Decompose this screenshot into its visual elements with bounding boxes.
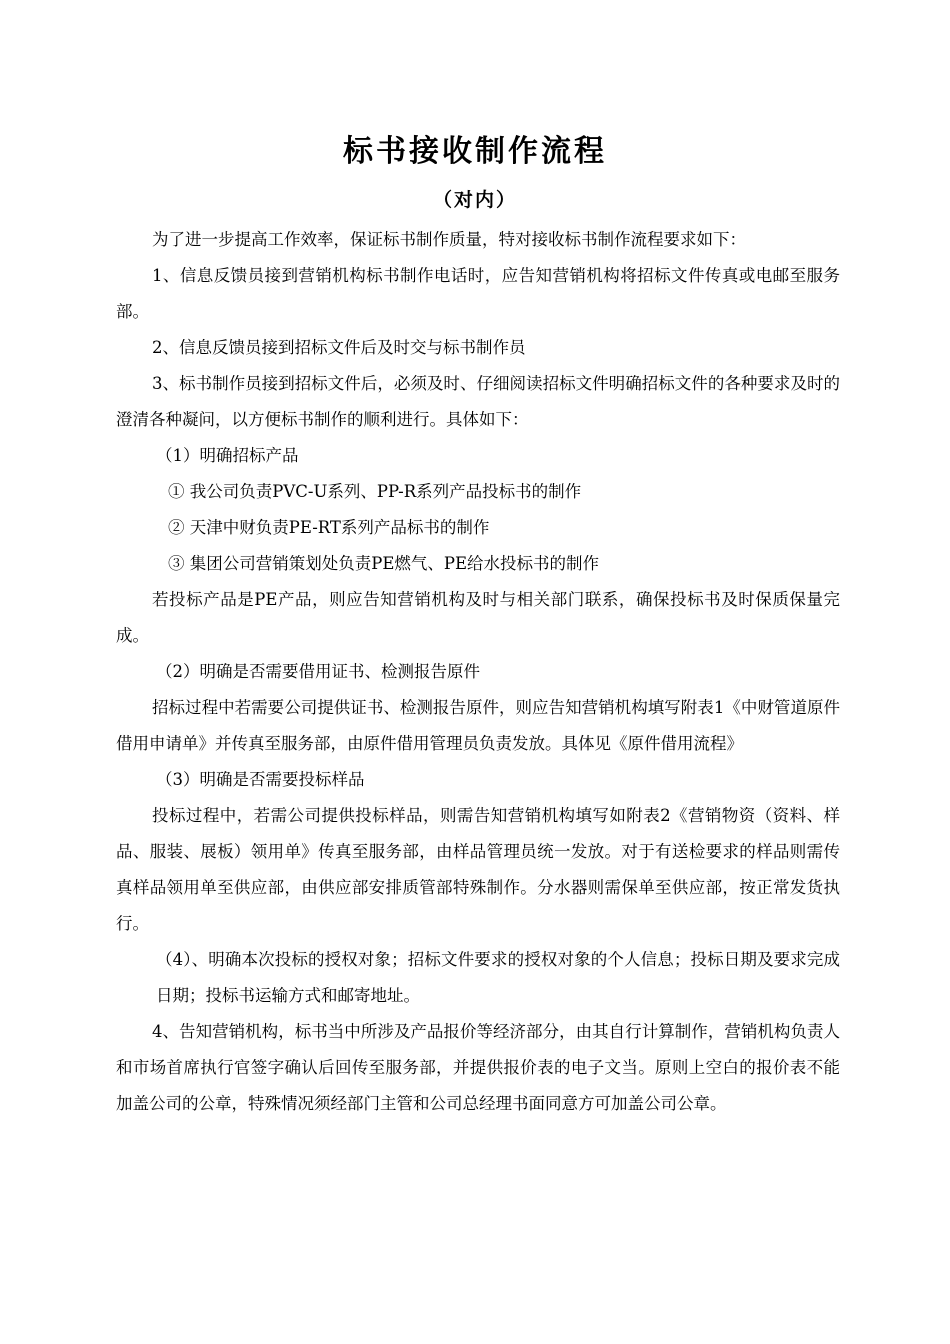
paragraph-step-1: 1、信息反馈员接到营销机构标书制作电话时，应告知营销机构将招标文件传真或电邮至服务部。 xyxy=(116,266,840,321)
paragraph-step-3: 3、标书制作员接到招标文件后，必须及时、仔细阅读招标文件明确招标文件的各种要求及时的澄清各种凝问，以方便标书制作的顺利进行。具体如下： xyxy=(116,374,840,429)
paragraph-step-2: 2、信息反馈员接到招标文件后及时交与标书制作员 xyxy=(152,338,526,357)
paragraph-samples: 投标过程中，若需公司提供投标样品，则需告知营销机构填写如附表2《营销物资（资料、样品、服装、展板）领用单》传真至服务部，由样品管理员统一发放。对于有送检要求的样品则需传真样品领用单至供应部，由供应部安排质管部特殊制作。分水器则需保单至供应部，按正常发货执行。 xyxy=(116,806,840,933)
subitem-4-paragraph: （4）、明确本次投标的授权对象；招标文件要求的授权对象的个人信息；投标日期及要求完成日期；投标书运输方式和邮寄地址。 xyxy=(156,950,840,1005)
paragraph-pe-product: 若投标产品是PE产品，则应告知营销机构及时与相关部门联系，确保投标书及时保质保量完成。 xyxy=(116,590,840,645)
subitem-3-heading: （3）明确是否需要投标样品 xyxy=(156,770,365,789)
document-subtitle: （对内） xyxy=(432,189,517,211)
paragraph-certificate-borrow: 招标过程中若需要公司提供证书、检测报告原件，则应告知营销机构填写附表1《中财管道原件借用申请单》并传真至服务部，由原件借用管理员负责发放。具体见《原件借用流程》 xyxy=(116,698,840,753)
document-title: 标书接收制作流程 xyxy=(343,134,607,169)
list-item-circled-2: ② 天津中财负责PE-RT系列产品标书的制作 xyxy=(168,518,490,537)
subitem-2-heading: （2）明确是否需要借用证书、检测报告原件 xyxy=(156,662,480,681)
document-body xyxy=(116,222,840,1122)
list-item-circled-1: ① 我公司负责PVC-U系列、PP-R系列产品投标书的制作 xyxy=(168,482,582,501)
paragraph-intro: 为了进一步提高工作效率，保证标书制作质量，特对接收标书制作流程要求如下： xyxy=(152,230,746,249)
list-item-circled-3: ③ 集团公司营销策划处负责PE燃气、PE给水投标书的制作 xyxy=(168,554,600,573)
subitem-1-heading: （1）明确招标产品 xyxy=(156,446,299,465)
paragraph-step-4: 4、告知营销机构，标书当中所涉及产品报价等经济部分，由其自行计算制作，营销机构负责人和市场首席执行官签字确认后回传至服务部，并提供报价表的电子文当。原则上空白的报价表不能加盖公司的公章，特殊情况须经部门主管和公司总经理书面同意方可加盖公司公章。 xyxy=(116,1022,840,1113)
